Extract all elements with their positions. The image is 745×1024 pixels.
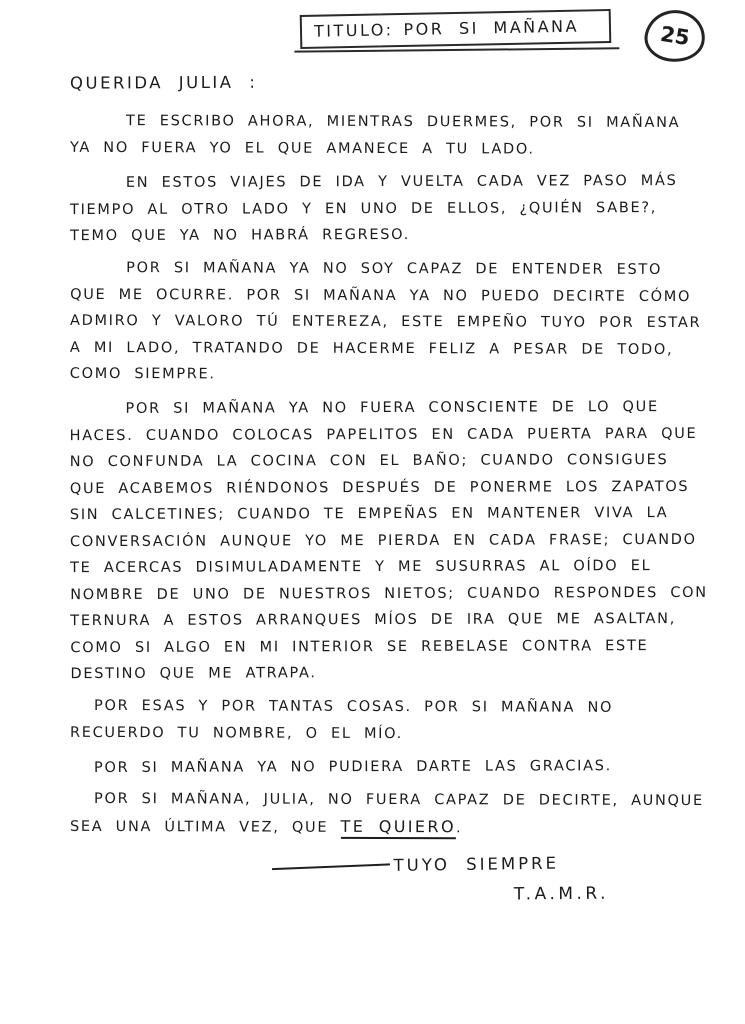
page-number-badge: 25 <box>641 6 708 67</box>
paragraph-2: EN ESTOS VIAJES DE IDA Y VUELTA CADA VEZ PASO MÁS TIEMPO AL OTRO LADO Y EN UNO DE ELLOS, ¿QUIÉN SABE?, TEMO QUE YA NO HABRÁ REGRESO. <box>69 172 678 245</box>
paragraph-1: TE ESCRIBO AHORA, MIENTRAS DUERMES, POR SI MAÑANA YA NO FUERA YO EL QUE AMANECE A TU LADO. <box>69 113 681 158</box>
te-quiero-underlined: TE QUIERO <box>341 816 456 838</box>
closing-flourish-line <box>272 863 390 870</box>
title-label: TITULO: <box>313 20 394 41</box>
paragraph-3: POR SI MAÑANA YA NO SOY CAPAZ DE ENTENDER ESTO QUE ME OCURRE. POR SI MAÑANA YA NO PUEDO DECIRTE CÓMO ADMIRO Y VALORO TÚ ENTEREZA, ESTE EMPEÑO TUYO POR ESTAR A MI LADO, TRATANDO DE HACERME FELIZ A PESAR DE TODO, COMO SIEMPRE. <box>69 259 702 382</box>
closing-text: TUYO SIEMPRE <box>393 853 560 875</box>
paragraph-5: POR ESAS Y POR TANTAS COSAS. POR SI MAÑANA NO RECUERDO TU NOMBRE, O EL MÍO. <box>69 697 614 742</box>
title-text: POR SI MAÑANA <box>403 16 580 39</box>
paragraph-4: POR SI MAÑANA YA NO FUERA CONSCIENTE DE LO QUE HACES. CUANDO COLOCAS PAPELITOS EN CADA PUERTA PARA QUE NO CONFUNDA LA COCINA CON EL BAÑO; CUANDO CONSIGUES QUE ACABEMOS RIÉNDONOS DESPUÉS DE PONERME LOS ZAPATOS SIN CALCETINES; CUANDO TE EMPEÑAS EN MANTENER VIVA LA CONVERSACIÓN AUNQUE YO ME PIERDA EN CADA FRASE; CUANDO TE ACERCAS DISIMULADAMENTE Y ME SUSURRAS AL OÍDO EL NOMBRE DE UNO DE NUESTROS NIETOS; CUANDO RESPONDES CON TERNURA A ESTOS ARRANQUES MÍOS DE IRA QUE ME ASALTAN, COMO SI ALGO EN MI INTERIOR SE REBELASE CONTRA ESTE DESTINO QUE ME ATRAPA. <box>69 399 708 683</box>
page-header <box>70 10 705 66</box>
title-box <box>300 9 612 49</box>
closing-line <box>70 854 559 880</box>
letter-body <box>70 72 709 906</box>
salutation: QUERIDA JULIA : <box>69 72 258 93</box>
signature-initials: T.A.M.R. <box>513 883 610 905</box>
final-paragraph-text: POR SI MAÑANA, JULIA, NO FUERA CAPAZ DE DECIRTE, AUNQUE SEA UNA ÚLTIMA VEZ, QUE <box>69 790 704 836</box>
paragraph-6: POR SI MAÑANA YA NO PUDIERA DARTE LAS GRACIAS. <box>93 757 612 776</box>
paragraph-final <box>70 786 709 842</box>
final-paragraph-period: . <box>455 819 463 836</box>
